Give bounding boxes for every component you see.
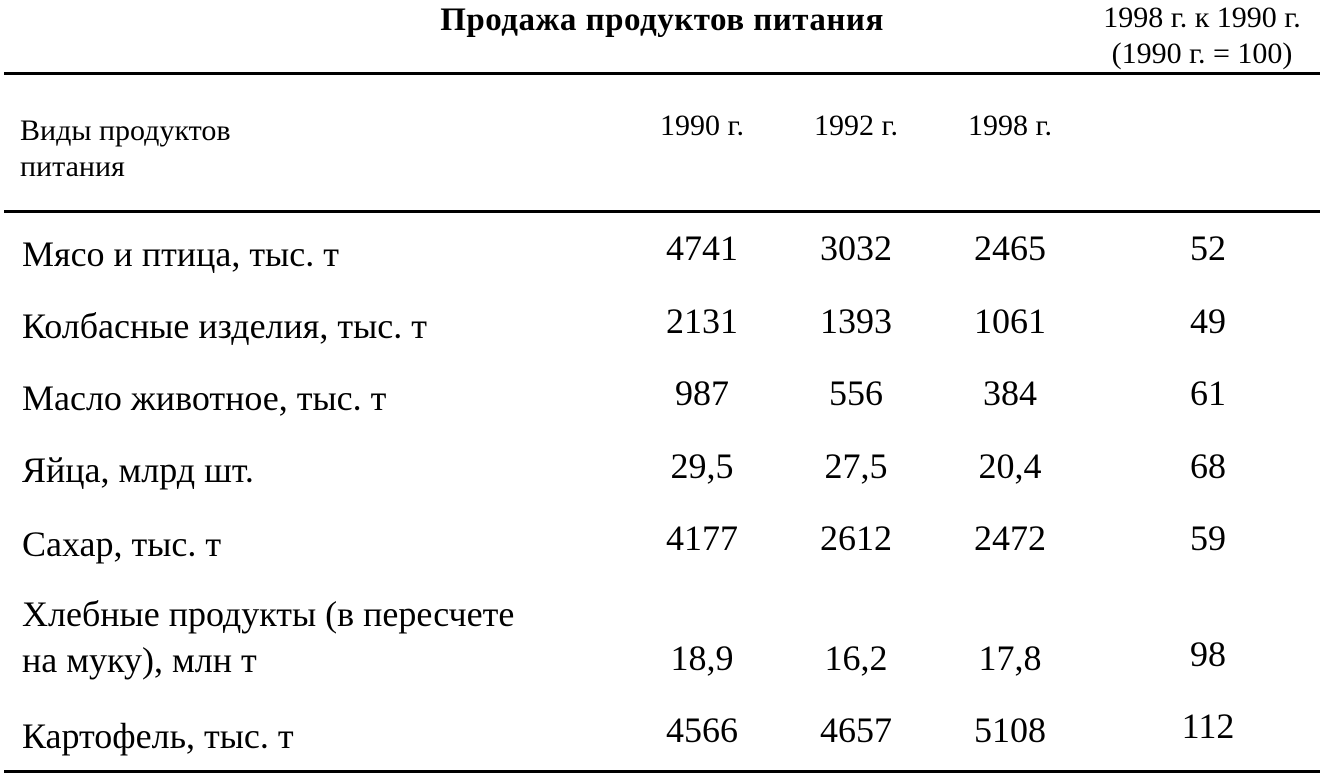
row-value-ratio: 59 — [1190, 518, 1226, 558]
row-name — [22, 594, 612, 680]
row-value-1990: 4177 — [666, 518, 738, 558]
row-name-line-2: на муку), млн т — [22, 640, 257, 680]
row-name: Яйца, млрд шт. — [22, 450, 254, 490]
row-value-1998: 17,8 — [978, 638, 1042, 678]
table-header-rule — [4, 210, 1320, 213]
row-value-ratio: 68 — [1190, 446, 1226, 486]
row-value-1998: 384 — [983, 373, 1037, 413]
row-value-1998: 20,4 — [978, 446, 1042, 486]
row-name: Колбасные изделия, тыс. т — [22, 306, 427, 346]
header-1998: 1998 г. — [968, 109, 1052, 142]
header-ratio-line-2: (1990 г. = 100) — [1111, 37, 1293, 70]
table-bottom-rule — [4, 770, 1320, 773]
row-value-ratio: 49 — [1190, 301, 1226, 341]
header-product-line-2: питания — [20, 150, 125, 183]
row-value-1990: 2131 — [666, 301, 738, 341]
row-value-1990: 987 — [675, 373, 729, 413]
row-value-1998: 5108 — [974, 710, 1046, 750]
header-ratio-line-1: 1998 г. к 1990 г. — [1103, 1, 1301, 34]
header-product-types — [20, 113, 231, 185]
row-value-1990: 4741 — [666, 228, 738, 268]
row-value-ratio: 98 — [1190, 634, 1226, 674]
header-1992: 1992 г. — [814, 109, 898, 142]
row-value-1990: 18,9 — [670, 638, 734, 678]
row-value-1990: 4566 — [666, 710, 738, 750]
row-value-1992: 556 — [829, 373, 883, 413]
header-ratio — [1080, 0, 1324, 72]
row-value-1992: 2612 — [820, 518, 892, 558]
row-value-1992: 4657 — [820, 710, 892, 750]
row-name: Мясо и птица, тыс. т — [22, 234, 339, 274]
row-value-1990: 29,5 — [670, 446, 734, 486]
row-name: Сахар, тыс. т — [22, 524, 222, 564]
row-name: Картофель, тыс. т — [22, 716, 294, 756]
header-1990: 1990 г. — [660, 109, 744, 142]
row-value-ratio: 61 — [1190, 373, 1226, 413]
row-name-line-1: Хлебные продукты (в пересчете — [22, 594, 515, 634]
row-value-1998: 1061 — [974, 301, 1046, 341]
table-top-rule — [4, 72, 1320, 75]
row-value-1998: 2472 — [974, 518, 1046, 558]
row-value-1992: 1393 — [820, 301, 892, 341]
header-product-line-1: Виды продуктов — [20, 114, 231, 147]
row-value-ratio: 112 — [1181, 706, 1235, 746]
row-value-1992: 27,5 — [824, 446, 888, 486]
page-title: Продажа продуктов питания — [440, 2, 884, 38]
row-value-1998: 2465 — [974, 228, 1046, 268]
row-value-ratio: 52 — [1190, 228, 1226, 268]
row-name: Масло животное, тыс. т — [22, 378, 387, 418]
row-value-1992: 3032 — [820, 228, 892, 268]
row-value-1992: 16,2 — [824, 638, 888, 678]
